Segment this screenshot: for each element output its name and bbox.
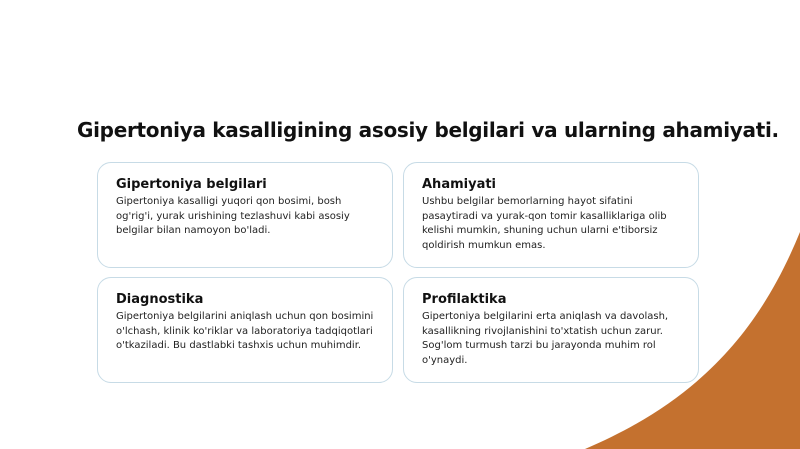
card-diagnostics	[97, 277, 393, 383]
card-importance	[403, 162, 699, 268]
card-heading: Profilaktika	[422, 292, 507, 307]
card-body: Ushbu belgilar bemorlarning hayot sifatini pasaytiradi va yurak-qon tomir kasalliklariga olib kelishi mumkin, shuning uchun ularni e'tiborsiz qoldirish mumkun emas.	[422, 196, 667, 251]
card-body: Gipertoniya belgilarini erta aniqlash va davolash, kasallikning rivojlanishini to'xtatish uchun zarur. Sog'lom turmush tarzi bu jarayonda muhim rol o'ynaydi.	[422, 311, 669, 366]
card-prevention	[403, 277, 699, 383]
slide-title: Gipertoniya kasalligining asosiy belgilari va ularning ahamiyati.	[77, 118, 779, 142]
card-body: Gipertoniya kasalligi yuqori qon bosimi, bosh og'rig'i, yurak urishining tezlashuvi kabi asosiy belgilar bilan namoyon bo'ladi.	[116, 196, 350, 236]
card-body: Gipertoniya belgilarini aniqlash uchun qon bosimini o'lchash, klinik ko'riklar va laboratoriya tadqiqotlari o'tkaziladi. Bu dastlabki tashxis uchun muhimdir.	[116, 311, 374, 351]
card-heading: Gipertoniya belgilari	[116, 177, 267, 192]
card-symptoms	[97, 162, 393, 268]
card-heading: Ahamiyati	[422, 177, 497, 192]
card-heading: Diagnostika	[116, 292, 204, 307]
